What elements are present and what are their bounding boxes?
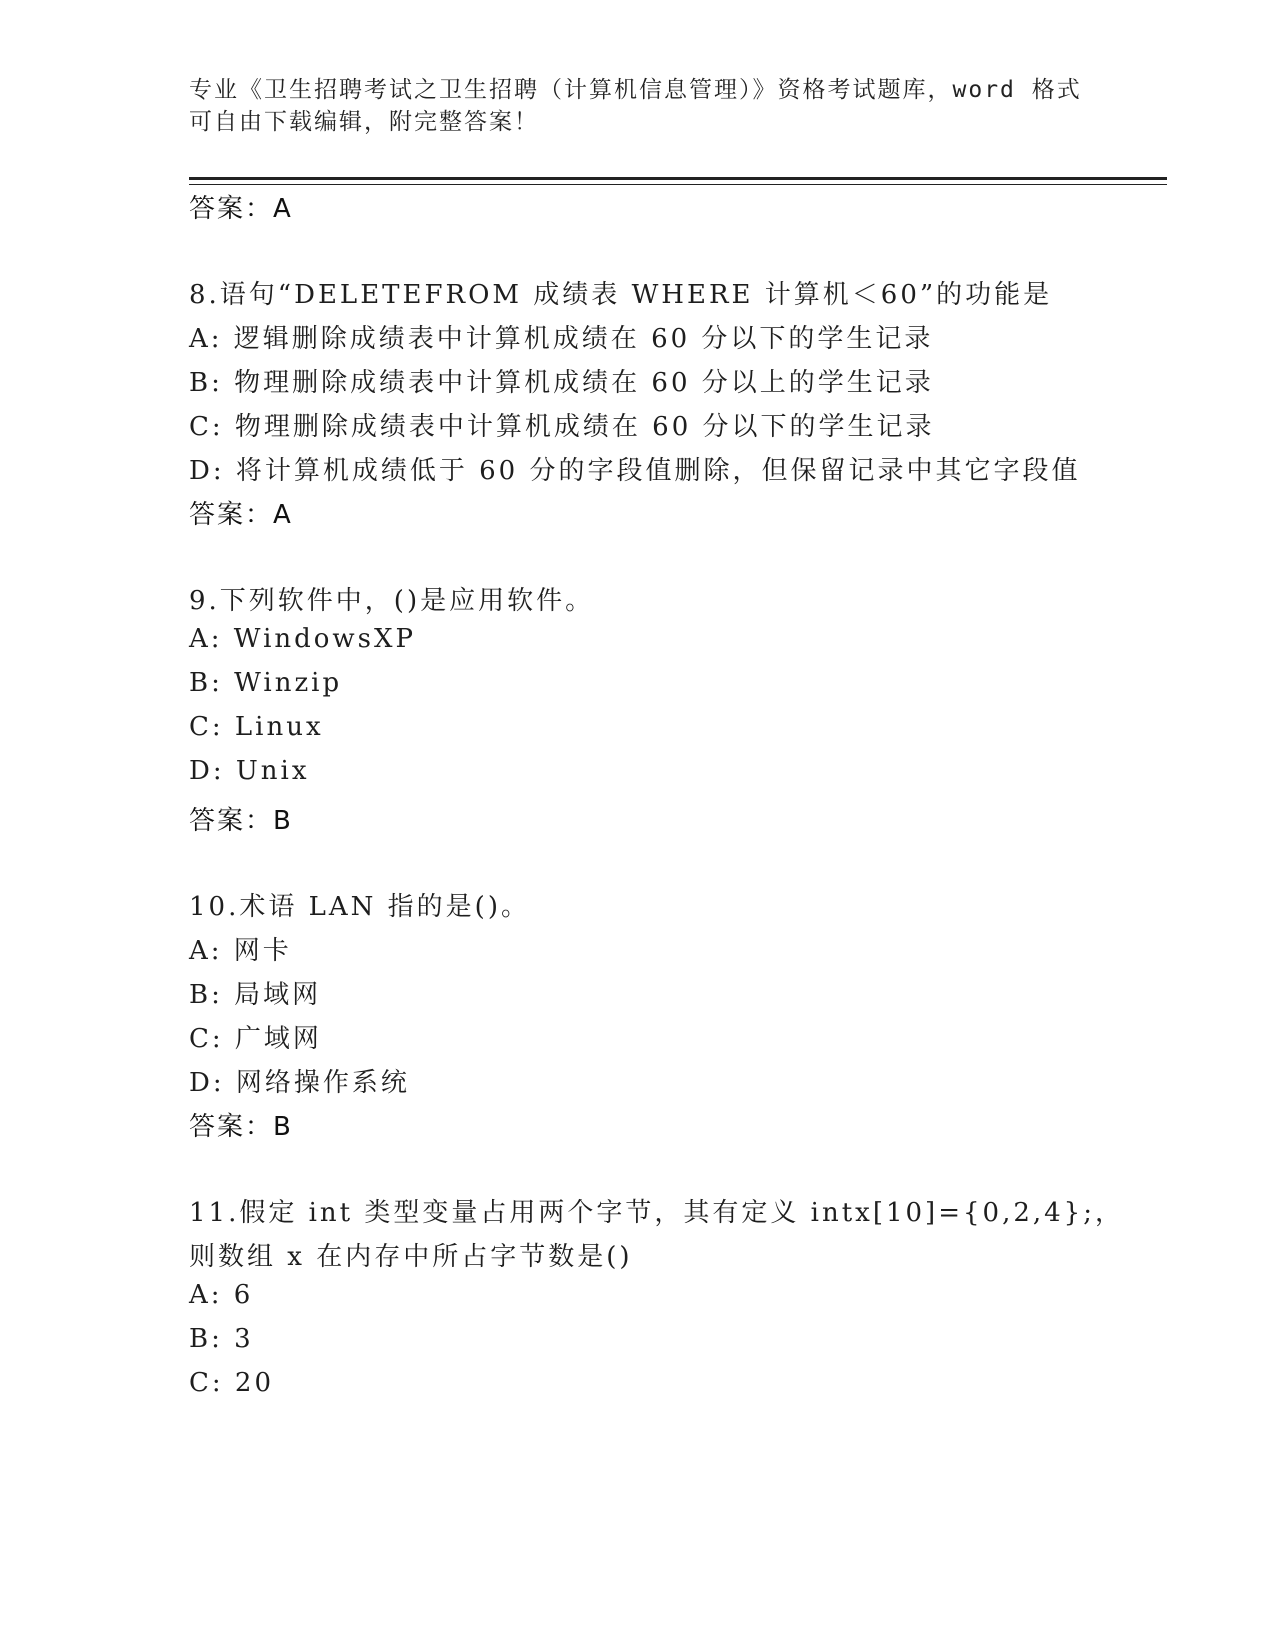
option-c: C: 20: [189, 1368, 275, 1398]
header-rule-thin: [189, 184, 1167, 185]
header-rule-thick: [189, 177, 1167, 180]
option-d: D: 网络操作系统: [189, 1068, 410, 1098]
header-line-1: 专业《卫生招聘考试之卫生招聘（计算机信息管理）》资格考试题库，word 格式: [189, 77, 1082, 103]
option-b: B: 局域网: [189, 980, 322, 1010]
question-text: 11.假定 int 类型变量占用两个字节，其有定义 intx[10]={0,2,4};，: [189, 1198, 1124, 1228]
option-a: A: 逻辑删除成绩表中计算机成绩在 60 分以下的学生记录: [189, 324, 934, 354]
option-b: B: Winzip: [189, 668, 343, 698]
option-d: D: Unix: [189, 756, 310, 786]
option-a: A: 6: [189, 1280, 254, 1310]
option-c: C: 物理删除成绩表中计算机成绩在 60 分以下的学生记录: [189, 412, 935, 442]
option-c: C: 广域网: [189, 1024, 322, 1054]
question-text: 8.语句“DELETEFROM 成绩表 WHERE 计算机＜60”的功能是: [189, 280, 1053, 310]
option-b: B: 物理删除成绩表中计算机成绩在 60 分以上的学生记录: [189, 368, 934, 398]
option-c: C: Linux: [189, 712, 324, 742]
question-text-continued: 则数组 x 在内存中所占字节数是(): [189, 1242, 633, 1272]
option-d: D: 将计算机成绩低于 60 分的字段值删除，但保留记录中其它字段值: [189, 456, 1081, 486]
answer-line: 答案：B: [189, 1112, 293, 1142]
answer-line: 答案：B: [189, 806, 293, 836]
question-text: 10.术语 LAN 指的是()。: [189, 892, 530, 922]
document-header: [189, 74, 1082, 138]
option-a: A: WindowsXP: [189, 624, 417, 654]
header-line-2: 可自由下载编辑，附完整答案！: [189, 109, 539, 135]
answer-line: 答案：A: [189, 500, 293, 530]
question-text: 9.下列软件中，()是应用软件。: [189, 586, 595, 616]
option-b: B: 3: [189, 1324, 254, 1354]
option-a: A: 网卡: [189, 936, 292, 966]
answer-line: 答案：A: [189, 194, 293, 224]
